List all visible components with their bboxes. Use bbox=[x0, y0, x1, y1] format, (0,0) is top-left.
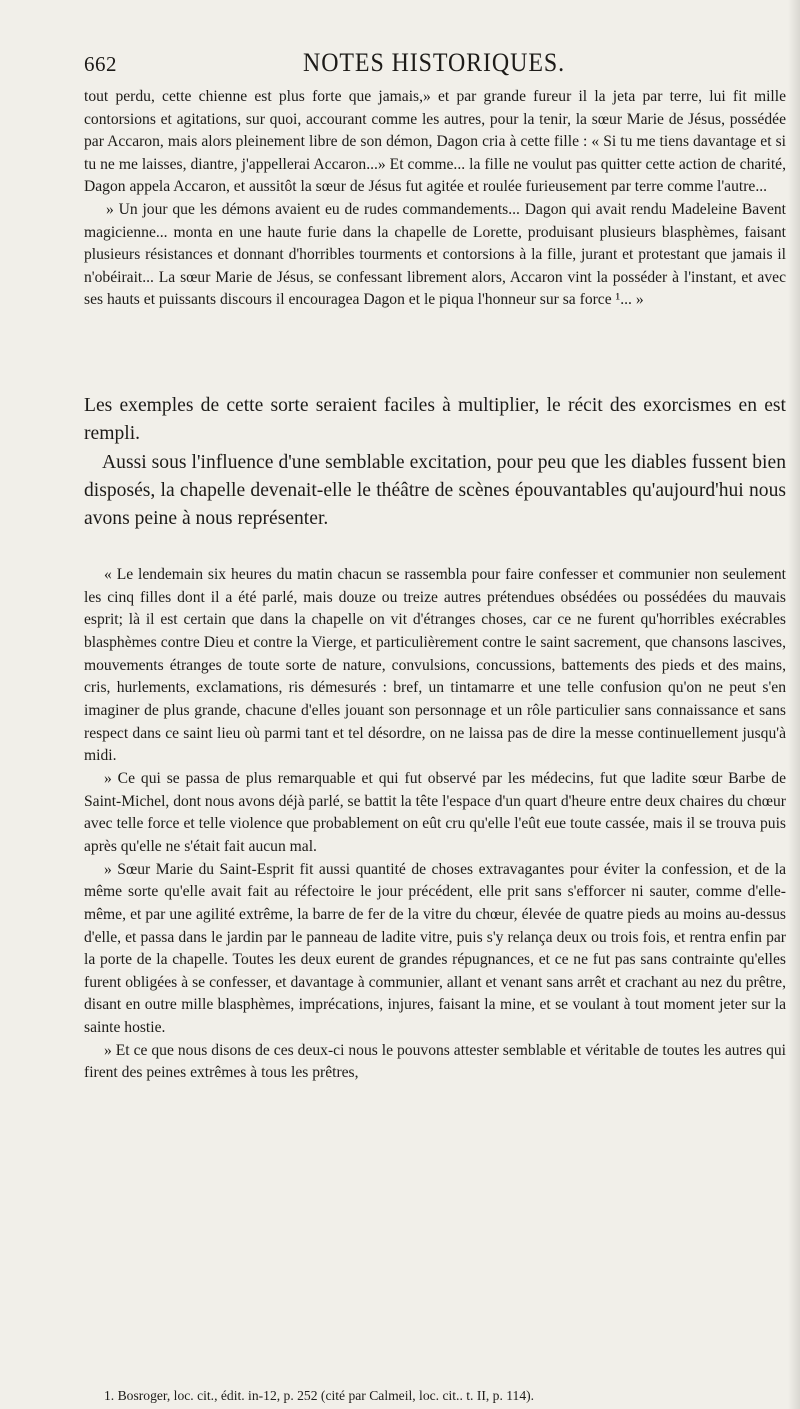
paragraph: « Le lendemain six heures du matin chacun se rassembla pour faire confesser et communier non seulement les cinq filles dont il a été parlé, mais douze ou treize autres prétendues obsédées ou possédées du mauvais esprit; là il est certain que dans la chapelle on vit d'étranges choses, car ce ne furent qu'horribles exécrables blasphèmes contre Dieu et contre la Vierge, et particulièrement contre le saint sacrement, que chansons lascives, mouvements étranges de toute sorte de nature, convulsions, concussions, battements des pieds et des mains, cris, hurlements, exclamations, ris démesurés : bref, un tintamarre et une telle confusion qu'on ne peut s'en imaginer de plus grande, chacune d'elles jouant son personnage et un rôle particulier sans connaissance et sans respect dans ce saint lieu où parmi tant et tel désordre, on ne laissa pas de dire la messe continuellement jusqu'à midi. bbox=[84, 566, 786, 765]
paragraph: » Ce qui se passa de plus remarquable et qui fut observé par les médecins, fut que ladite sœur Barbe de Saint-Michel, dont nous avons déjà parlé, se battit la tête l'espace d'un quart d'heure entre deux chaires du chœur avec telle force et telle violence que probablement on eût cru qu'elle l'eût eue toute cassée, mais il se trouva puis après qu'elle ne s'était fait aucun mal. bbox=[84, 769, 786, 855]
footnote bbox=[84, 1387, 786, 1405]
paragraph: tout perdu, cette chienne est plus forte que jamais,» et par grande fureur il la jeta par terre, lui fit mille contorsions et agitations, sur quoi, accourant comme les autres, pour la tenir, la sœur Marie de Jésus, possédée par Accaron, mais alors pleinement libre de son démon, Dagon cria à cette fille : « Si tu me tiens davantage et si tu ne me laisses, diantre, j'appellerai Accaron...» Et comme... la fille ne voulut pas quitter cette action de charité, Dagon appela Accaron, et aussitôt la sœur de Jésus fut agitée et roulée furieusement par terre comme l'autre... bbox=[84, 88, 786, 196]
quoted-passage-continued bbox=[84, 86, 786, 312]
paragraph: » Sœur Marie du Saint-Esprit fit aussi quantité de choses extravagantes pour éviter la confession, et de la même sorte qu'elle avait fait au réfectoire le jour précédent, elle prit sans s'efforcer ni sauter, comme d'elle-même, et par une agilité extrême, la barre de fer de la vitre du chœur, élevée de quatre pieds au moins au-dessus d'elle, et passa dans le jardin par le panneau de ladite vitre, puis s'y relança deux ou trois fois, et rentra enfin par la porte de la chapelle. Toutes les deux eurent de grandes répugnances, et ce ne fut pas sans contrainte qu'elles furent obligées à se confesser, et davantage à communier, allant et venant sans arrêt et crachant au nez du prêtre, disant en outre mille blasphèmes, imprécations, injures, faisant la mine, et se voulant à tout moment jeter sur la sainte hostie. bbox=[84, 860, 786, 1037]
paragraph: » Un jour que les démons avaient eu de rudes commandements... Dagon qui avait rendu Madeleine Bavent magicienne... monta en une haute furie dans la chapelle de Lorette, produisant plusieurs blasphèmes, faisant plusieurs résistances et donnant d'horribles tourments et contorsions à la fille, jurant et protestant que jamais il n'obéirait... La sœur Marie de Jésus, se confessant librement alors, Accaron vint la posséder à l'instant, et avec ses hauts et puissants discours il encouragea Dagon et le piqua l'honneur sur sa force ¹... » bbox=[84, 200, 786, 309]
paragraph: » Et ce que nous disons de ces deux-ci nous le pouvons attester semblable et véritable de toutes les autres qui firent des peines extrêmes à tous les prêtres, bbox=[84, 1041, 786, 1082]
quoted-passage bbox=[84, 564, 786, 1085]
paragraph: Aussi sous l'influence d'une semblable excitation, pour peu que les diables fussent bien disposés, la chapelle devenait-elle le théâtre de scènes épouvantables qu'aujourd'hui nous avons peine à nous représenter. bbox=[84, 451, 786, 530]
footnote-text: 1. Bosroger, loc. cit., édit. in-12, p. 252 (cité par Calmeil, loc. cit.. t. II, p. 114). bbox=[104, 1388, 535, 1403]
paragraph: Les exemples de cette sorte seraient faciles à multiplier, le récit des exorcismes en est rempli. bbox=[84, 395, 786, 445]
page-edge-shadow bbox=[788, 0, 800, 1409]
author-commentary bbox=[84, 392, 786, 533]
running-head bbox=[84, 48, 784, 84]
page-title: NOTES HISTORIQUES. bbox=[303, 48, 565, 77]
page-number: 662 bbox=[84, 52, 117, 76]
